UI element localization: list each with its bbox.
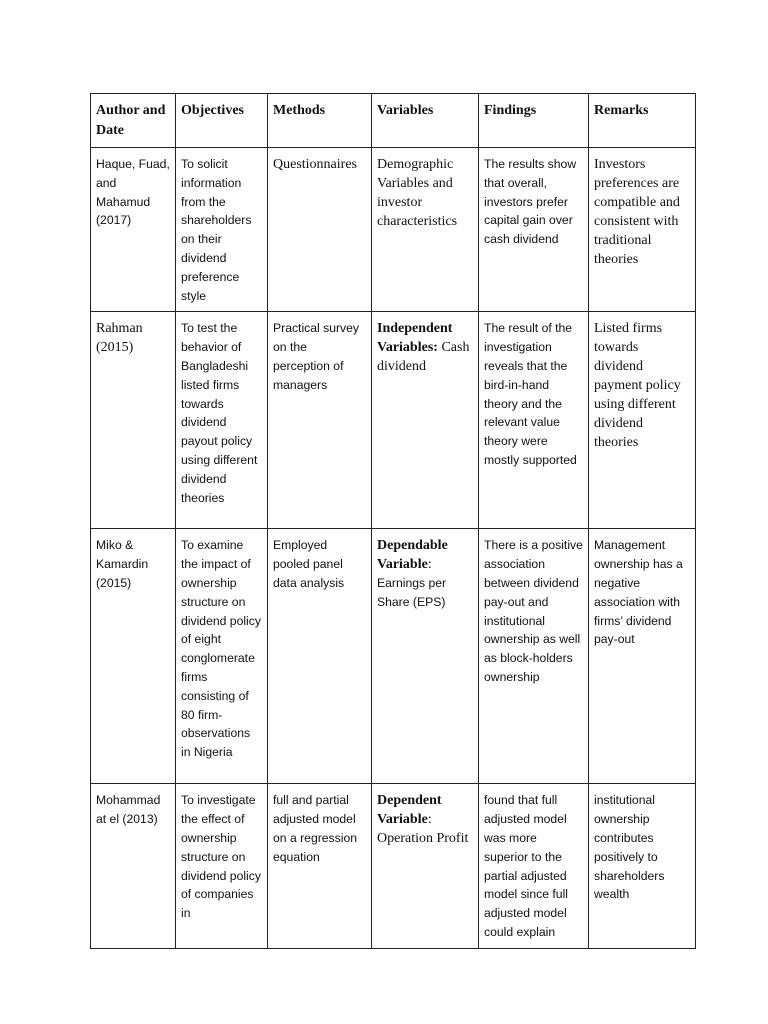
cell-objectives: To test the behavior of Bangladeshi listed firms towards dividend payout policy using different dividend theories (176, 312, 268, 529)
variables-value: Cash dividend (377, 340, 470, 375)
cell-methods: full and partial adjusted model on a regression equation (268, 784, 372, 948)
variables-value: Earnings per Share (EPS) (377, 576, 447, 610)
cell-methods: Questionnaires (268, 148, 372, 312)
cell-author: Haque, Fuad, and Mahamud (2017) (91, 148, 176, 312)
cell-findings: The result of the investigation reveals that the bird-in-hand theory and the relevant value theory were mostly supported (479, 312, 589, 529)
cell-objectives: To solicit information from the shareholders on their dividend preference style (176, 148, 268, 312)
cell-remarks: Listed firms towards dividend payment policy using different dividend theories (589, 312, 696, 529)
cell-objectives: To investigate the effect of ownership structure on dividend policy of companies in (176, 784, 268, 948)
cell-variables: Dependable Variable: Earnings per Share (EPS) (372, 529, 479, 784)
cell-remarks: Management ownership has a negative association with firms’ dividend pay-out (589, 529, 696, 784)
header-findings: Findings (479, 94, 589, 148)
cell-objectives: To examine the impact of ownership structure on dividend policy of eight conglomerate firms consisting of 80 firm-observations in Nigeria (176, 529, 268, 784)
variables-label: Dependable Variable (377, 538, 448, 573)
cell-findings: The results show that overall, investors prefer capital gain over cash dividend (479, 148, 589, 312)
cell-variables (372, 312, 479, 529)
table-row (91, 312, 696, 529)
literature-review-table (90, 93, 696, 949)
cell-findings: There is a positive association between dividend pay-out and institutional ownership as well as block-holders ownership (479, 529, 589, 784)
variables-value: Operation Profit (377, 831, 469, 847)
cell-author: Mohammad at el (2013) (91, 784, 176, 948)
header-author-date: Author and Date (91, 94, 176, 148)
cell-methods: Employed pooled panel data analysis (268, 529, 372, 784)
cell-variables: Dependent Variable: Operation Profit (372, 784, 479, 948)
table-row (91, 529, 696, 784)
cell-author: Rahman (2015) (91, 312, 176, 529)
header-variables: Variables (372, 94, 479, 148)
table-header-row (91, 94, 696, 148)
cell-remarks: Investors preferences are compatible and consistent with traditional theories (589, 148, 696, 312)
variables-label: Independent Variables: (377, 321, 453, 356)
cell-methods: Practical survey on the perception of managers (268, 312, 372, 529)
cell-author: Miko & Kamardin (2015) (91, 529, 176, 784)
table-row (91, 784, 696, 948)
cell-findings: found that full adjusted model was more superior to the partial adjusted model since full adjusted model could explain (479, 784, 589, 948)
header-remarks: Remarks (589, 94, 696, 148)
cell-variables: Demographic Variables and investor characteristics (372, 148, 479, 312)
variables-label: Dependent Variable (377, 793, 442, 828)
cell-remarks: institutional ownership contributes positively to shareholders wealth (589, 784, 696, 948)
header-objectives: Objectives (176, 94, 268, 148)
header-methods: Methods (268, 94, 372, 148)
table-row (91, 148, 696, 312)
